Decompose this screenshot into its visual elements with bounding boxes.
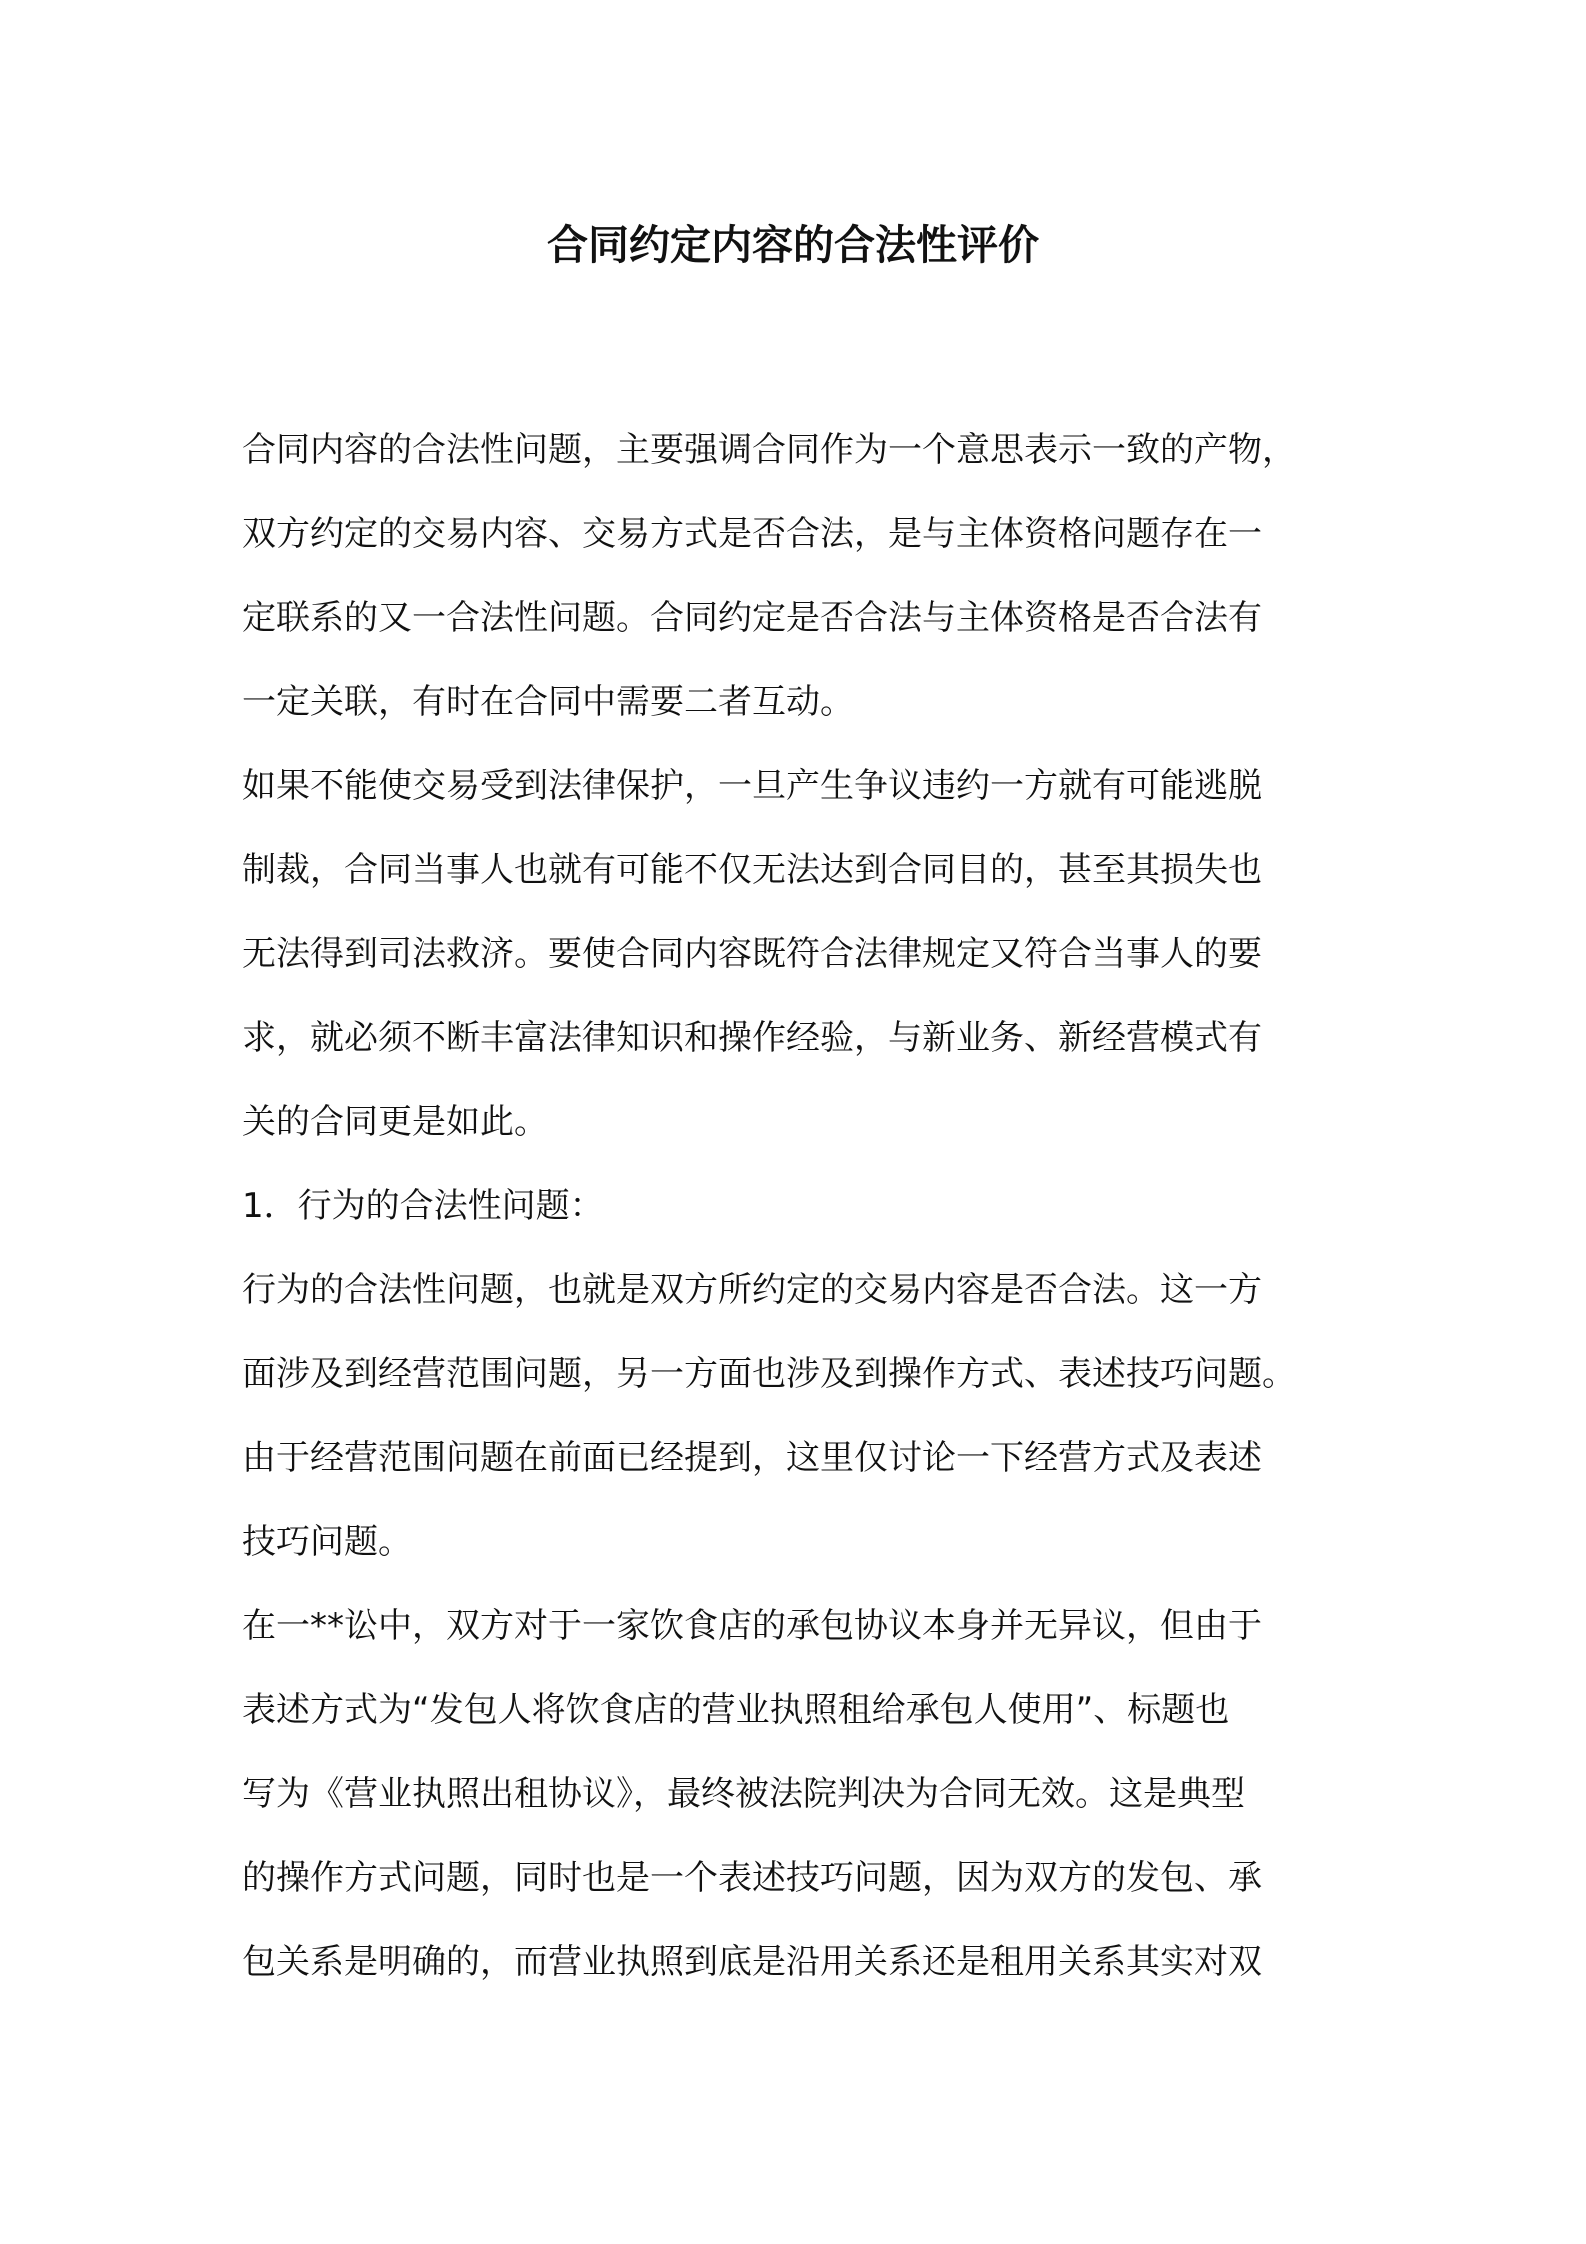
body-line: 在一**讼中，双方对于一家饮食店的承包协议本身并无异议，但由于 (242, 1606, 1262, 1646)
body-line: 制裁，合同当事人也就有可能不仅无法达到合同目的，甚至其损失也 (242, 850, 1262, 890)
body-line: 面涉及到经营范围问题，另一方面也涉及到操作方式、表述技巧问题。 (242, 1354, 1296, 1394)
body-line: 如果不能使交易受到法律保护，一旦产生争议违约一方就有可能逃脱 (242, 766, 1262, 806)
body-line: 无法得到司法救济。要使合同内容既符合法律规定又符合当事人的要 (242, 934, 1262, 974)
body-line: 一定关联，有时在合同中需要二者互动。 (242, 682, 854, 722)
body-line: 求，就必须不断丰富法律知识和操作经验，与新业务、新经营模式有 (242, 1018, 1262, 1058)
section-heading: 1．行为的合法性问题： (242, 1186, 604, 1226)
body-line: 的操作方式问题，同时也是一个表述技巧问题，因为双方的发包、承 (242, 1858, 1262, 1898)
body-line: 表述方式为“发包人将饮食店的营业执照租给承包人使用”、标题也 (242, 1690, 1230, 1730)
body-line: 合同内容的合法性问题，主要强调合同作为一个意思表示一致的产物， (242, 430, 1296, 470)
body-line: 写为《营业执照出租协议》，最终被法院判决为合同无效。这是典型 (242, 1774, 1245, 1814)
document-title: 合同约定内容的合法性评价 (547, 221, 1039, 269)
body-line: 双方约定的交易内容、交易方式是否合法，是与主体资格问题存在一 (242, 514, 1262, 554)
body-line: 行为的合法性问题，也就是双方所约定的交易内容是否合法。这一方 (242, 1270, 1262, 1310)
body-line: 包关系是明确的，而营业执照到底是沿用关系还是租用关系其实对双 (242, 1942, 1262, 1982)
body-line: 关的合同更是如此。 (242, 1102, 548, 1142)
document-body (242, 408, 1360, 2004)
body-line: 由于经营范围问题在前面已经提到，这里仅讨论一下经营方式及表述 (242, 1438, 1262, 1478)
body-line: 技巧问题。 (242, 1522, 412, 1562)
body-line: 定联系的又一合法性问题。合同约定是否合法与主体资格是否合法有 (242, 598, 1262, 638)
